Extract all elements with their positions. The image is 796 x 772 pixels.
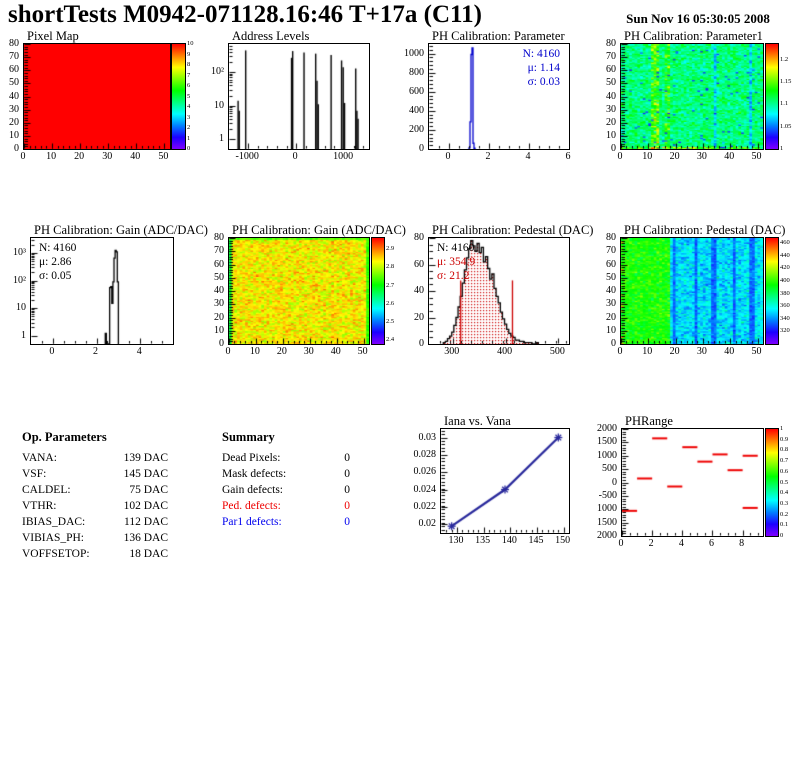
colorbar-tick-label: 6	[187, 82, 191, 89]
colorbar-tick-label: 1	[780, 425, 784, 432]
x-tick-label: 30	[696, 151, 707, 162]
x-tick-label: 50	[751, 151, 762, 162]
colorbar-tick-label: 0.7	[780, 457, 789, 465]
plot-title: PH Calibration: Parameter1	[624, 29, 763, 43]
colorbar-tick-label: 1	[187, 134, 191, 142]
stats-line: σ: 0.03	[527, 76, 560, 88]
x-tick-label: 30	[696, 346, 707, 357]
stats-line: σ: 21.2	[437, 270, 470, 282]
plot-frame	[23, 43, 171, 150]
y-tick-label: 20	[214, 311, 224, 323]
x-tick-label: 50	[357, 346, 368, 357]
y-tick-label: 1500	[597, 436, 617, 448]
y-tick-label: 10	[606, 129, 616, 141]
x-tick-label: 0	[20, 151, 26, 162]
x-tick-label: -1000	[235, 151, 259, 162]
op-parameters-table	[10, 428, 200, 558]
colorbar-tick-label: 2	[187, 124, 191, 131]
y-tick-label: 30	[9, 103, 19, 115]
x-tick-label: 10	[642, 151, 653, 162]
plot-canvas	[229, 238, 369, 344]
table-title: Op. Parameters	[22, 430, 107, 444]
colorbar-tick-label: 340	[780, 314, 790, 322]
colorbar-tick-label: 3	[187, 113, 191, 121]
x-tick-label: 20	[276, 346, 287, 357]
plot-canvas	[229, 44, 369, 149]
plot-frame	[620, 43, 764, 150]
plot-canvas	[24, 44, 170, 149]
gain-map-panel	[200, 223, 406, 371]
y-tick-label: 600	[409, 85, 424, 97]
x-tick-label: 140	[501, 535, 517, 546]
colorbar-tick-label: 1	[780, 145, 784, 152]
table-row-value: 18 DAC	[129, 548, 168, 560]
x-tick-label: 0	[225, 346, 231, 357]
y-tick-label: 30	[606, 103, 616, 115]
x-tick-label: 0	[445, 151, 451, 162]
table-row-value: 75 DAC	[129, 484, 168, 496]
plot-frame	[228, 43, 370, 150]
y-tick-label: 40	[214, 285, 224, 296]
plot-frame	[621, 428, 764, 537]
plot-frame	[228, 237, 370, 345]
x-tick-label: 10	[249, 346, 260, 357]
y-tick-label: 50	[606, 271, 616, 283]
y-tick-label: 400	[409, 104, 424, 116]
y-tick-label: 10	[214, 324, 224, 336]
y-tick-label: 10²	[211, 66, 224, 78]
y-tick-label: 70	[214, 245, 224, 257]
y-tick-label: -500	[598, 489, 617, 501]
plot-title: PH Calibration: Parameter	[432, 29, 565, 43]
colorbar-tick-label: 2.5	[386, 318, 395, 326]
colorbar-tick-label: 380	[780, 289, 790, 297]
colorbar-tick-label: 0.9	[780, 435, 789, 443]
x-tick-label: 4	[678, 538, 684, 549]
y-tick-label: 0.024	[413, 483, 436, 495]
colorbar-tick-label: 0.8	[780, 446, 789, 454]
y-tick-label: 60	[414, 258, 424, 270]
x-tick-label: 145	[528, 535, 544, 546]
y-tick-label: 0	[612, 476, 617, 488]
y-tick-label: 50	[606, 77, 616, 89]
y-tick-label: 20	[9, 116, 19, 128]
y-tick-label: 1000	[404, 47, 424, 59]
x-tick-label: 2	[485, 151, 491, 162]
colorbar-tick-label: 0.6	[780, 467, 789, 475]
table-row-label: VTHR:	[22, 500, 57, 512]
table-row-label: Mask defects:	[222, 468, 287, 480]
colorbar	[371, 237, 385, 345]
pedestal-histogram-panel	[400, 223, 600, 371]
y-tick-label: 200	[409, 123, 424, 135]
y-tick-label: 0	[611, 338, 616, 349]
phrange-panel	[597, 414, 796, 564]
colorbar-tick-label: 0	[780, 532, 784, 539]
y-tick-label: 80	[9, 38, 19, 49]
ph-calibration-parameter1-map-panel	[600, 29, 796, 174]
plot-title: Iana vs. Vana	[444, 414, 511, 428]
stats-line: μ: 2.86	[39, 256, 72, 268]
stats-line: μ: 354.9	[437, 256, 476, 268]
x-tick-label: 50	[751, 346, 762, 357]
colorbar	[765, 237, 779, 345]
y-tick-label: 50	[214, 271, 224, 283]
y-tick-label: 2000	[597, 530, 617, 541]
x-tick-label: 4	[136, 346, 142, 357]
x-tick-label: 0	[617, 151, 623, 162]
x-tick-label: 135	[475, 535, 491, 546]
x-tick-label: 130	[448, 535, 464, 546]
stats-box	[523, 47, 560, 89]
x-tick-label: 2	[648, 538, 654, 549]
y-tick-label: 1500	[597, 516, 617, 528]
colorbar-tick-label: 400	[780, 276, 790, 284]
y-tick-label: 20	[414, 311, 424, 323]
x-tick-label: 20	[74, 151, 85, 162]
y-tick-label: 0.022	[413, 500, 436, 512]
plot-canvas	[441, 429, 569, 533]
colorbar-tick-label: 2.6	[386, 299, 395, 307]
colorbar-tick-label: 0	[187, 145, 191, 152]
x-tick-label: 40	[724, 151, 735, 162]
colorbar-tick-label: 8	[187, 61, 191, 68]
colorbar-tick-label: 320	[780, 327, 790, 335]
colorbar-tick-label: 0.4	[780, 489, 789, 497]
x-tick-label: 40	[330, 346, 341, 357]
pixel-map-panel	[0, 29, 200, 174]
plot-canvas	[622, 429, 763, 536]
table-row-value: 0	[344, 468, 350, 480]
y-tick-label: 1	[21, 329, 26, 341]
y-tick-label: 500	[602, 463, 617, 475]
stats-line: μ: 1.14	[527, 62, 560, 74]
y-tick-label: 0	[611, 143, 616, 154]
y-tick-label: 1000	[597, 449, 617, 461]
y-tick-label: 0.026	[413, 466, 436, 478]
y-tick-label: 70	[606, 245, 616, 257]
table-row-value: 102 DAC	[123, 500, 168, 512]
table-row-label: CALDEL:	[22, 484, 71, 496]
y-tick-label: 10	[16, 302, 26, 314]
x-tick-label: 0	[292, 151, 298, 162]
x-tick-label: 40	[724, 346, 735, 357]
colorbar-tick-label: 5	[187, 92, 191, 100]
pedestal-map-panel	[600, 223, 796, 371]
y-tick-label: 80	[606, 38, 616, 49]
colorbar-tick-label: 0.3	[780, 499, 789, 507]
y-tick-label: 60	[214, 258, 224, 270]
table-row-label: IBIAS_DAC:	[22, 516, 86, 528]
plot-canvas	[621, 44, 763, 149]
stats-box	[39, 241, 76, 283]
stats-line: N: 4160	[437, 242, 475, 254]
colorbar-tick-label: 4	[187, 103, 191, 110]
x-tick-label: 10	[642, 346, 653, 357]
stats-box	[437, 241, 475, 283]
x-tick-label: 150	[555, 535, 571, 546]
colorbar-tick-label: 7	[187, 71, 191, 79]
summary-table	[210, 428, 400, 538]
table-row-label: Par1 defects:	[222, 516, 282, 528]
timestamp: Sun Nov 16 05:30:05 2008	[626, 11, 770, 26]
x-tick-label: 300	[444, 346, 460, 357]
y-tick-label: 30	[214, 298, 224, 310]
y-tick-label: 60	[9, 64, 19, 76]
y-tick-label: 20	[606, 116, 616, 128]
colorbar-tick-label: 1.15	[780, 77, 792, 85]
x-tick-label: 30	[303, 346, 314, 357]
y-tick-label: 0	[219, 338, 224, 349]
table-row-value: 145 DAC	[123, 468, 168, 480]
y-tick-label: 60	[606, 64, 616, 76]
table-row-label: VIBIAS_PH:	[22, 532, 84, 544]
x-tick-label: 6	[708, 538, 714, 549]
colorbar-tick-label: 460	[780, 239, 790, 247]
table-row-value: 0	[344, 500, 350, 512]
colorbar	[171, 43, 186, 150]
table-row-label: VANA:	[22, 452, 57, 464]
colorbar	[765, 428, 779, 537]
colorbar-tick-label: 0.1	[780, 521, 789, 529]
plot-title: Pixel Map	[27, 29, 79, 43]
x-tick-label: 0	[617, 346, 623, 357]
colorbar-tick-label: 9	[187, 50, 191, 58]
colorbar-tick-label: 10	[187, 40, 194, 47]
colorbar-tick-label: 2.4	[386, 336, 395, 344]
y-tick-label: 60	[606, 258, 616, 270]
page-title: shortTests M0942-071128.16:46 T+17a (C11)	[8, 1, 482, 28]
y-tick-label: 20	[606, 311, 616, 323]
colorbar-tick-label: 2.8	[386, 263, 395, 271]
x-tick-label: 40	[130, 151, 141, 162]
y-tick-label: 10	[214, 99, 224, 111]
y-tick-label: 2000	[597, 423, 617, 434]
y-tick-label: 10³	[13, 246, 26, 258]
y-tick-label: 1000	[597, 503, 617, 515]
y-tick-label: 40	[606, 90, 616, 102]
y-tick-label: 10	[606, 324, 616, 336]
plot-frame	[440, 428, 570, 534]
address-levels-panel	[200, 29, 400, 174]
table-row-value: 0	[344, 516, 350, 528]
colorbar-tick-label: 360	[780, 302, 790, 310]
plot-title: PH Calibration: Gain (ADC/DAC)	[34, 223, 208, 237]
y-tick-label: 0	[419, 338, 424, 349]
plot-title: PHRange	[625, 414, 673, 428]
ph-calibration-parameter-panel	[400, 29, 600, 174]
stats-line: σ: 0.05	[39, 270, 72, 282]
plot-frame	[620, 237, 764, 345]
x-tick-label: 20	[669, 346, 680, 357]
table-row-label: Gain defects:	[222, 484, 283, 496]
y-tick-label: 80	[606, 232, 616, 243]
colorbar-tick-label: 420	[780, 264, 790, 272]
colorbar	[765, 43, 779, 150]
table-row-value: 0	[344, 452, 350, 464]
colorbar-tick-label: 0.5	[780, 478, 789, 486]
plot-title: PH Calibration: Pedestal (DAC)	[432, 223, 594, 237]
y-tick-label: 40	[414, 285, 424, 296]
x-tick-label: 500	[549, 346, 565, 357]
x-tick-label: 0	[618, 538, 624, 549]
table-row-value: 0	[344, 484, 350, 496]
y-tick-label: 70	[9, 51, 19, 63]
table-row-value: 112 DAC	[124, 516, 168, 528]
plot-title: PH Calibration: Pedestal (DAC)	[624, 223, 786, 237]
table-row-value: 136 DAC	[123, 532, 168, 544]
y-tick-label: 30	[606, 298, 616, 310]
y-tick-label: 40	[9, 90, 19, 102]
y-tick-label: 800	[409, 66, 424, 78]
table-row-label: Dead Pixels:	[222, 452, 281, 464]
x-tick-label: 4	[525, 151, 531, 162]
table-title: Summary	[222, 430, 275, 444]
plot-title: Address Levels	[232, 29, 310, 43]
x-tick-label: 400	[497, 346, 513, 357]
y-tick-label: 0.03	[418, 432, 436, 444]
colorbar-tick-label: 2.9	[386, 244, 395, 252]
colorbar-tick-label: 1.1	[780, 100, 789, 108]
plot-canvas	[621, 238, 763, 344]
colorbar-tick-label: 1.2	[780, 55, 789, 63]
y-tick-label: 0.02	[418, 517, 436, 529]
x-tick-label: 1000	[333, 151, 354, 162]
gain-histogram-panel	[0, 223, 208, 371]
y-tick-label: 0.028	[413, 449, 436, 461]
table-row-label: VOFFSETOP:	[22, 548, 90, 560]
table-row-label: VSF:	[22, 468, 47, 480]
x-tick-label: 6	[565, 151, 571, 162]
y-tick-label: 10²	[13, 274, 26, 286]
x-tick-label: 30	[102, 151, 113, 162]
y-tick-label: 80	[414, 232, 424, 243]
x-tick-label: 50	[158, 151, 169, 162]
plot-title: PH Calibration: Gain (ADC/DAC)	[232, 223, 406, 237]
colorbar-tick-label: 1.05	[780, 122, 792, 130]
table-row-value: 139 DAC	[123, 452, 168, 464]
y-tick-label: 0	[14, 143, 19, 154]
x-tick-label: 0	[49, 346, 55, 357]
colorbar-tick-label: 440	[780, 251, 790, 259]
y-tick-label: 40	[606, 285, 616, 296]
x-tick-label: 2	[93, 346, 99, 357]
x-tick-label: 10	[46, 151, 57, 162]
colorbar-tick-label: 0.2	[780, 510, 789, 518]
y-tick-label: 10	[9, 129, 19, 141]
y-tick-label: 0	[419, 143, 424, 154]
y-tick-label: 1	[219, 132, 224, 144]
x-tick-label: 8	[739, 538, 745, 549]
stats-line: N: 4160	[522, 48, 560, 60]
x-tick-label: 20	[669, 151, 680, 162]
y-tick-label: 80	[214, 232, 224, 243]
iana-vs-vana-panel	[400, 414, 600, 562]
y-tick-label: 70	[606, 51, 616, 63]
colorbar-tick-label: 2.7	[386, 281, 395, 289]
y-tick-label: 50	[9, 77, 19, 89]
table-row-label: Ped. defects:	[222, 500, 281, 512]
stats-line: N: 4160	[39, 242, 77, 254]
